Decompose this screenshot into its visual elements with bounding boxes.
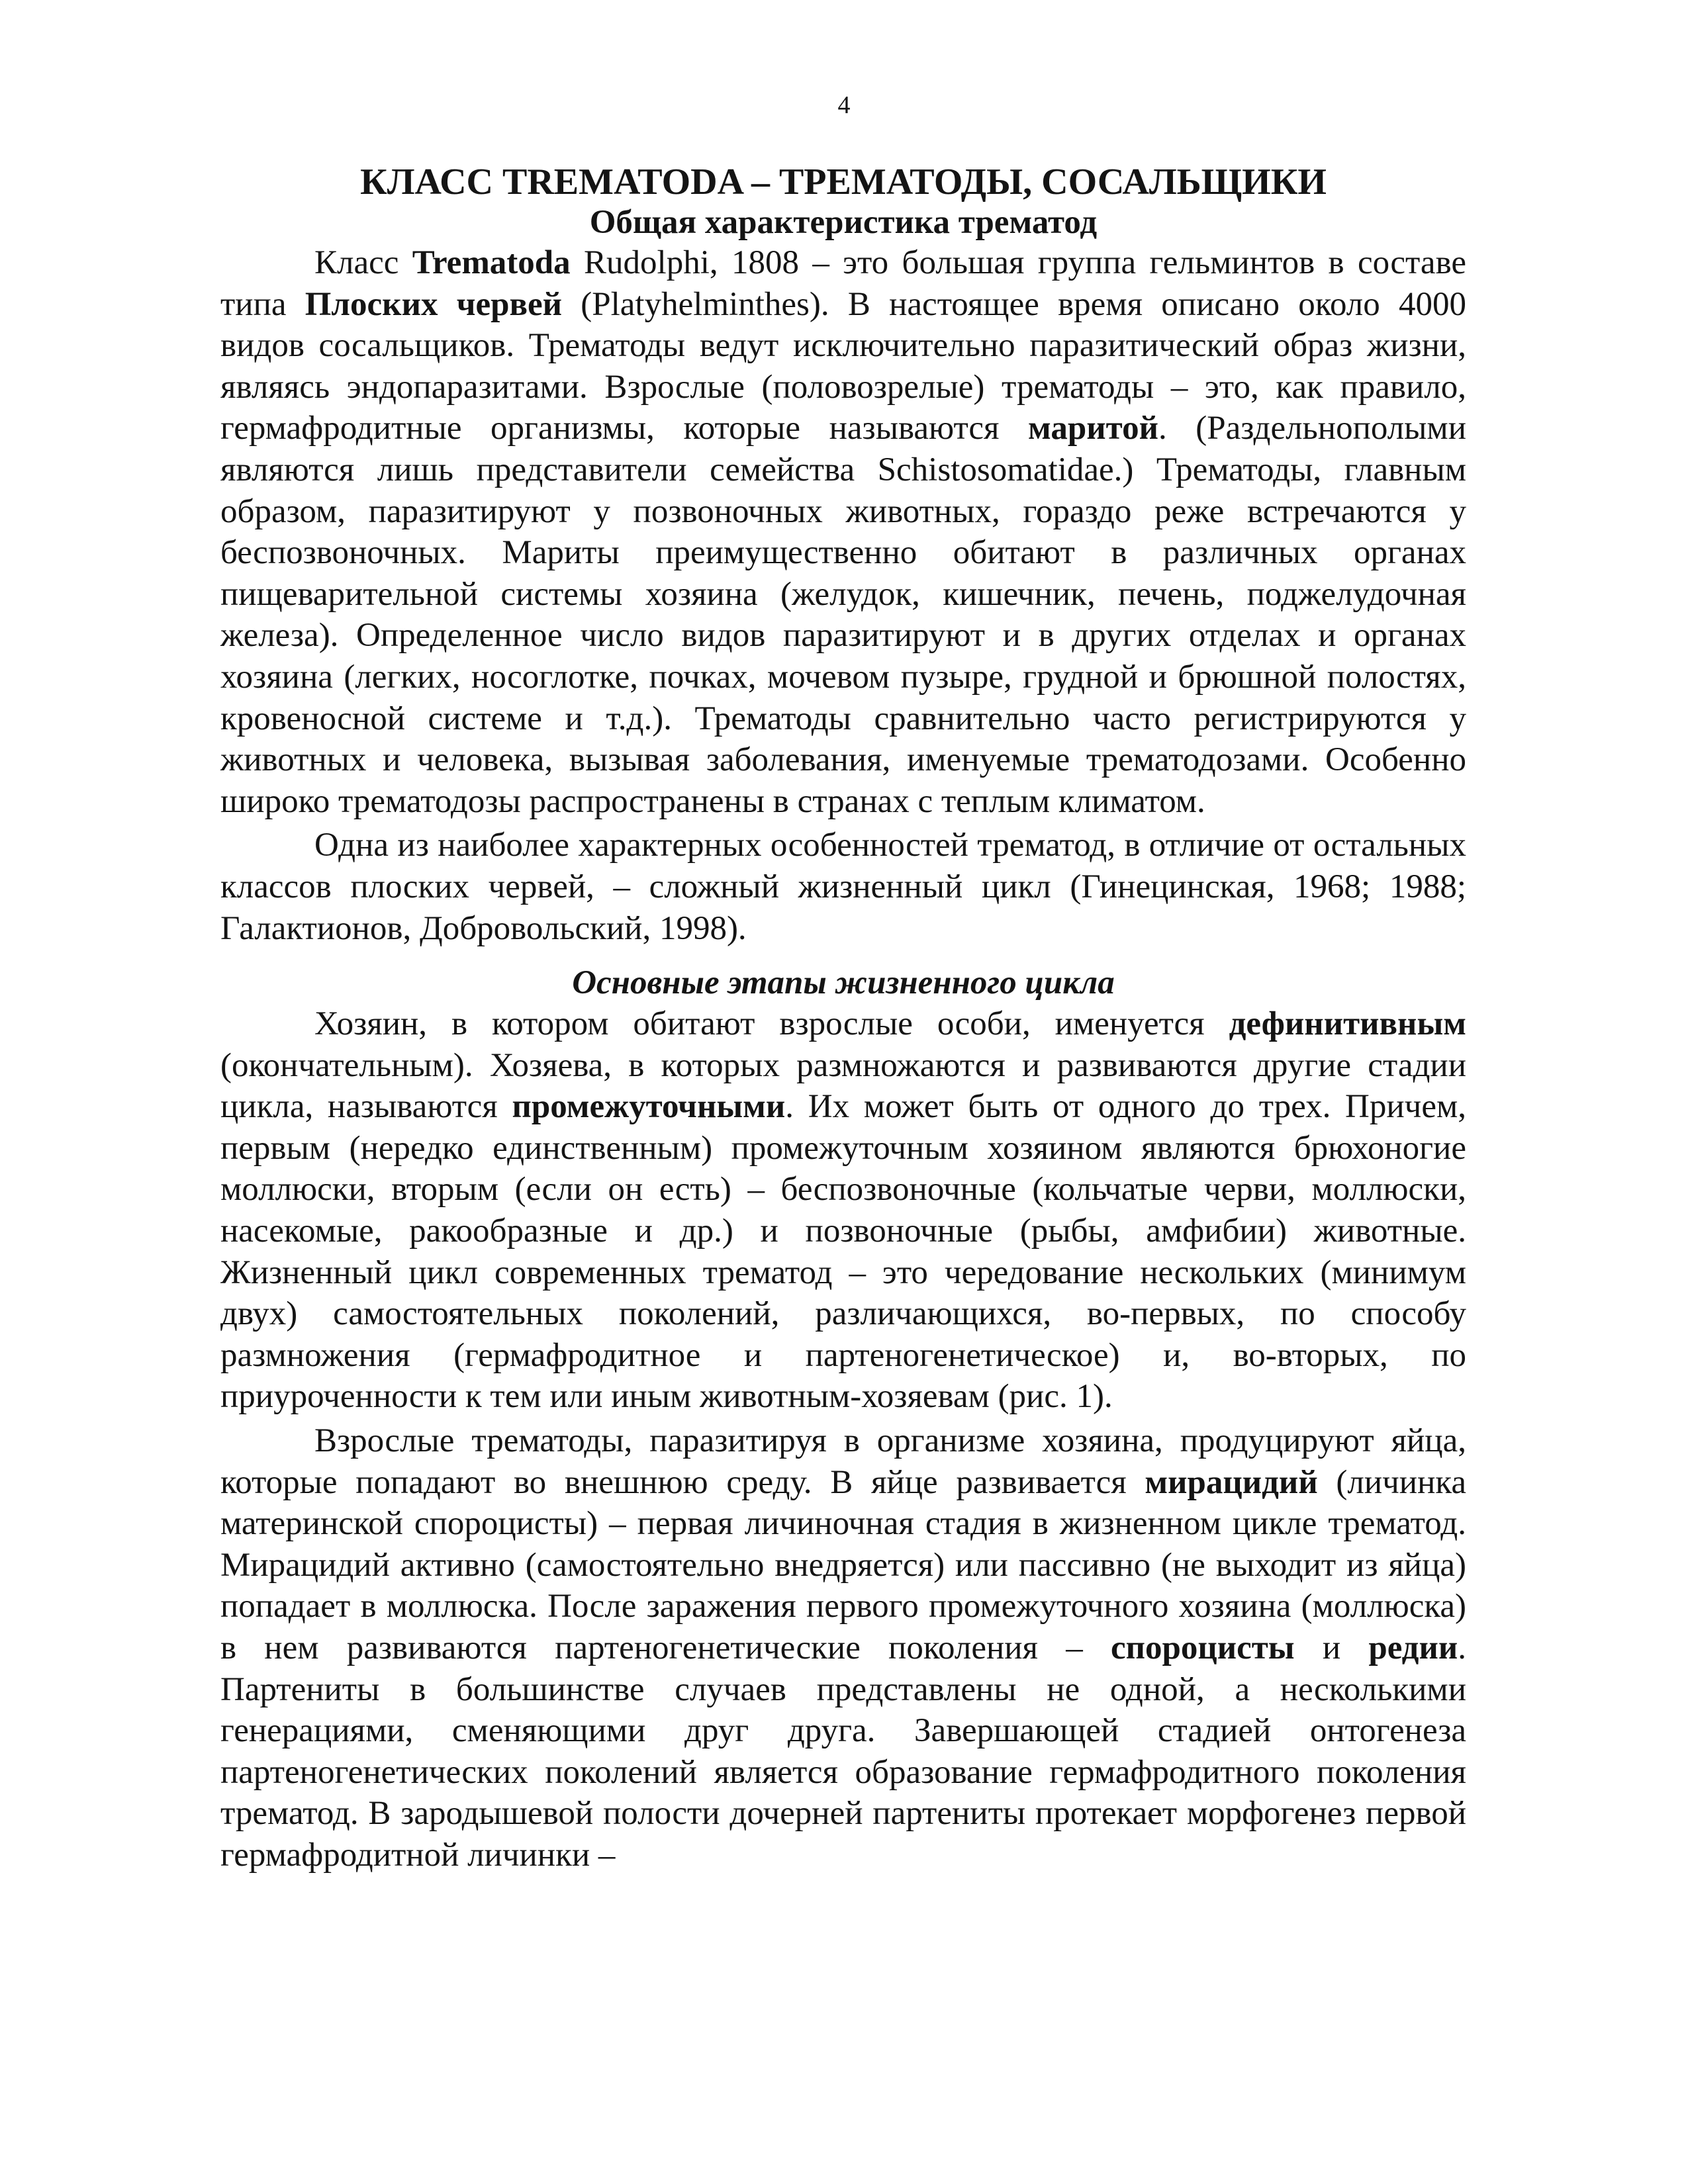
paragraph-general	[220, 242, 1466, 822]
text-run: Класс	[314, 244, 412, 281]
text-run: и	[1294, 1629, 1369, 1666]
text-run: . Их может быть от одного до трех. Причем, первым (нередко единственным) промежуточным хозяином являются брюхоногие моллюски, вторым (если он есть) – беспозвоночные (кольчатые черви, моллюски, насекомые, ракообразные и др.) и позвоночные (рыбы, амфибии) животные. Жизненный цикл современных трематод – это чередование нескольких (минимум двух) самостоятельных поколений, различающихся, во-первых, по способу размножения (гермафродитное и партеногенетическое) и, во-вторых, по приуроченности к тем или иным животным-хозяевам (рис. 1).	[220, 1088, 1466, 1416]
document-body	[220, 161, 1466, 1876]
term-definitive: дефинитивным	[1229, 1005, 1466, 1043]
page-title: КЛАСС TREMATODA – ТРЕМАТОДЫ, СОСАЛЬЩИКИ	[360, 161, 1327, 203]
page-number: 4	[837, 91, 851, 119]
section-title: Основные этапы жизненного цикла	[572, 964, 1115, 1002]
term-trematoda: Trematoda	[412, 244, 571, 281]
paragraph-hosts	[220, 1003, 1466, 1418]
term-rediae: редии	[1368, 1629, 1458, 1666]
term-flatworms: Плоских червей	[305, 285, 563, 323]
text-run: (окончательным). Хозяева, в которых размножаются и развиваются другие стадии цикла, называются	[220, 1046, 1466, 1126]
text-run: . Партениты в большинстве случаев представлены не одной, а несколькими генерациями, сменяющими друг друга. Завершающей стадией онтогенеза партеногенетических поколений является образование гермафродитного поколения трематод. В зародышевой полости дочерней партениты протекает морфогенез первой гермафродитной личинки –	[220, 1629, 1466, 1874]
text-run: Взрослые трематоды, паразитируя в организме хозяина, продуцируют яйца, которые попадают во внешнюю среду. В яйце развивается	[220, 1422, 1466, 1501]
paragraph-life-cycle-intro: Одна из наиболее характерных особенностей трематод, в отличие от остальных классов плоских червей, – сложный жизненный цикл (Гинецинская, 1968; 1988; Галактионов, Добровольский, 1998).	[220, 827, 1466, 947]
term-sporocysts: спороцисты	[1110, 1629, 1295, 1666]
text-run: . (Раздельнополыми являются лишь представители семейства Schistosomatidae.) Трематоды, главным образом, паразитируют у позвоночных животных, гораздо реже встречаются у беспозвоночных. Мариты преимущественно обитают в различных органах пищеварительной системы хозяина (желудок, кишечник, печень, поджелудочная железа). Определенное число видов паразитируют и в других отделах и органах хозяина (легких, носоглотке, почках, мочевом пузыре, грудной и брюшной полостях, кровеносной системе и т.д.). Трематоды сравнительно часто регистрируются у животных и человека, вызывая заболевания, именуемые трематодозами. Особенно широко трематодозы распространены в странах с теплым климатом.	[220, 410, 1466, 820]
paragraph-development	[220, 1420, 1466, 1876]
term-intermediate: промежуточными	[512, 1088, 786, 1126]
text-run: Rudolphi, 1808 – это большая группа гельминтов в составе типа	[220, 244, 1466, 323]
text-run: (Platyhelminthes). В настоящее время описано около 4000 видов сосальщиков. Трематоды ведут исключительно паразитический образ жизни, являясь эндопаразитами. Взрослые (половозрелые) трематоды – это, как правило, гермафродитные организмы, которые называются	[220, 285, 1467, 447]
page-subtitle: Общая характеристика трематод	[589, 204, 1098, 241]
term-miracidium: мирацидий	[1145, 1463, 1318, 1501]
text-run: (личинка материнской спороцисты) – первая личиночная стадия в жизненном цикле трематод. Мирацидий активно (самостоятельно внедряется) или пассивно (не выходит из яйца) попадает в моллюска. После заражения первого промежуточного хозяина (моллюска) в нем развиваются партеногенетические поколения –	[220, 1463, 1467, 1666]
text-run: Хозяин, в котором обитают взрослые особи, именуется	[314, 1005, 1229, 1043]
term-marita: маритой	[1028, 410, 1158, 447]
